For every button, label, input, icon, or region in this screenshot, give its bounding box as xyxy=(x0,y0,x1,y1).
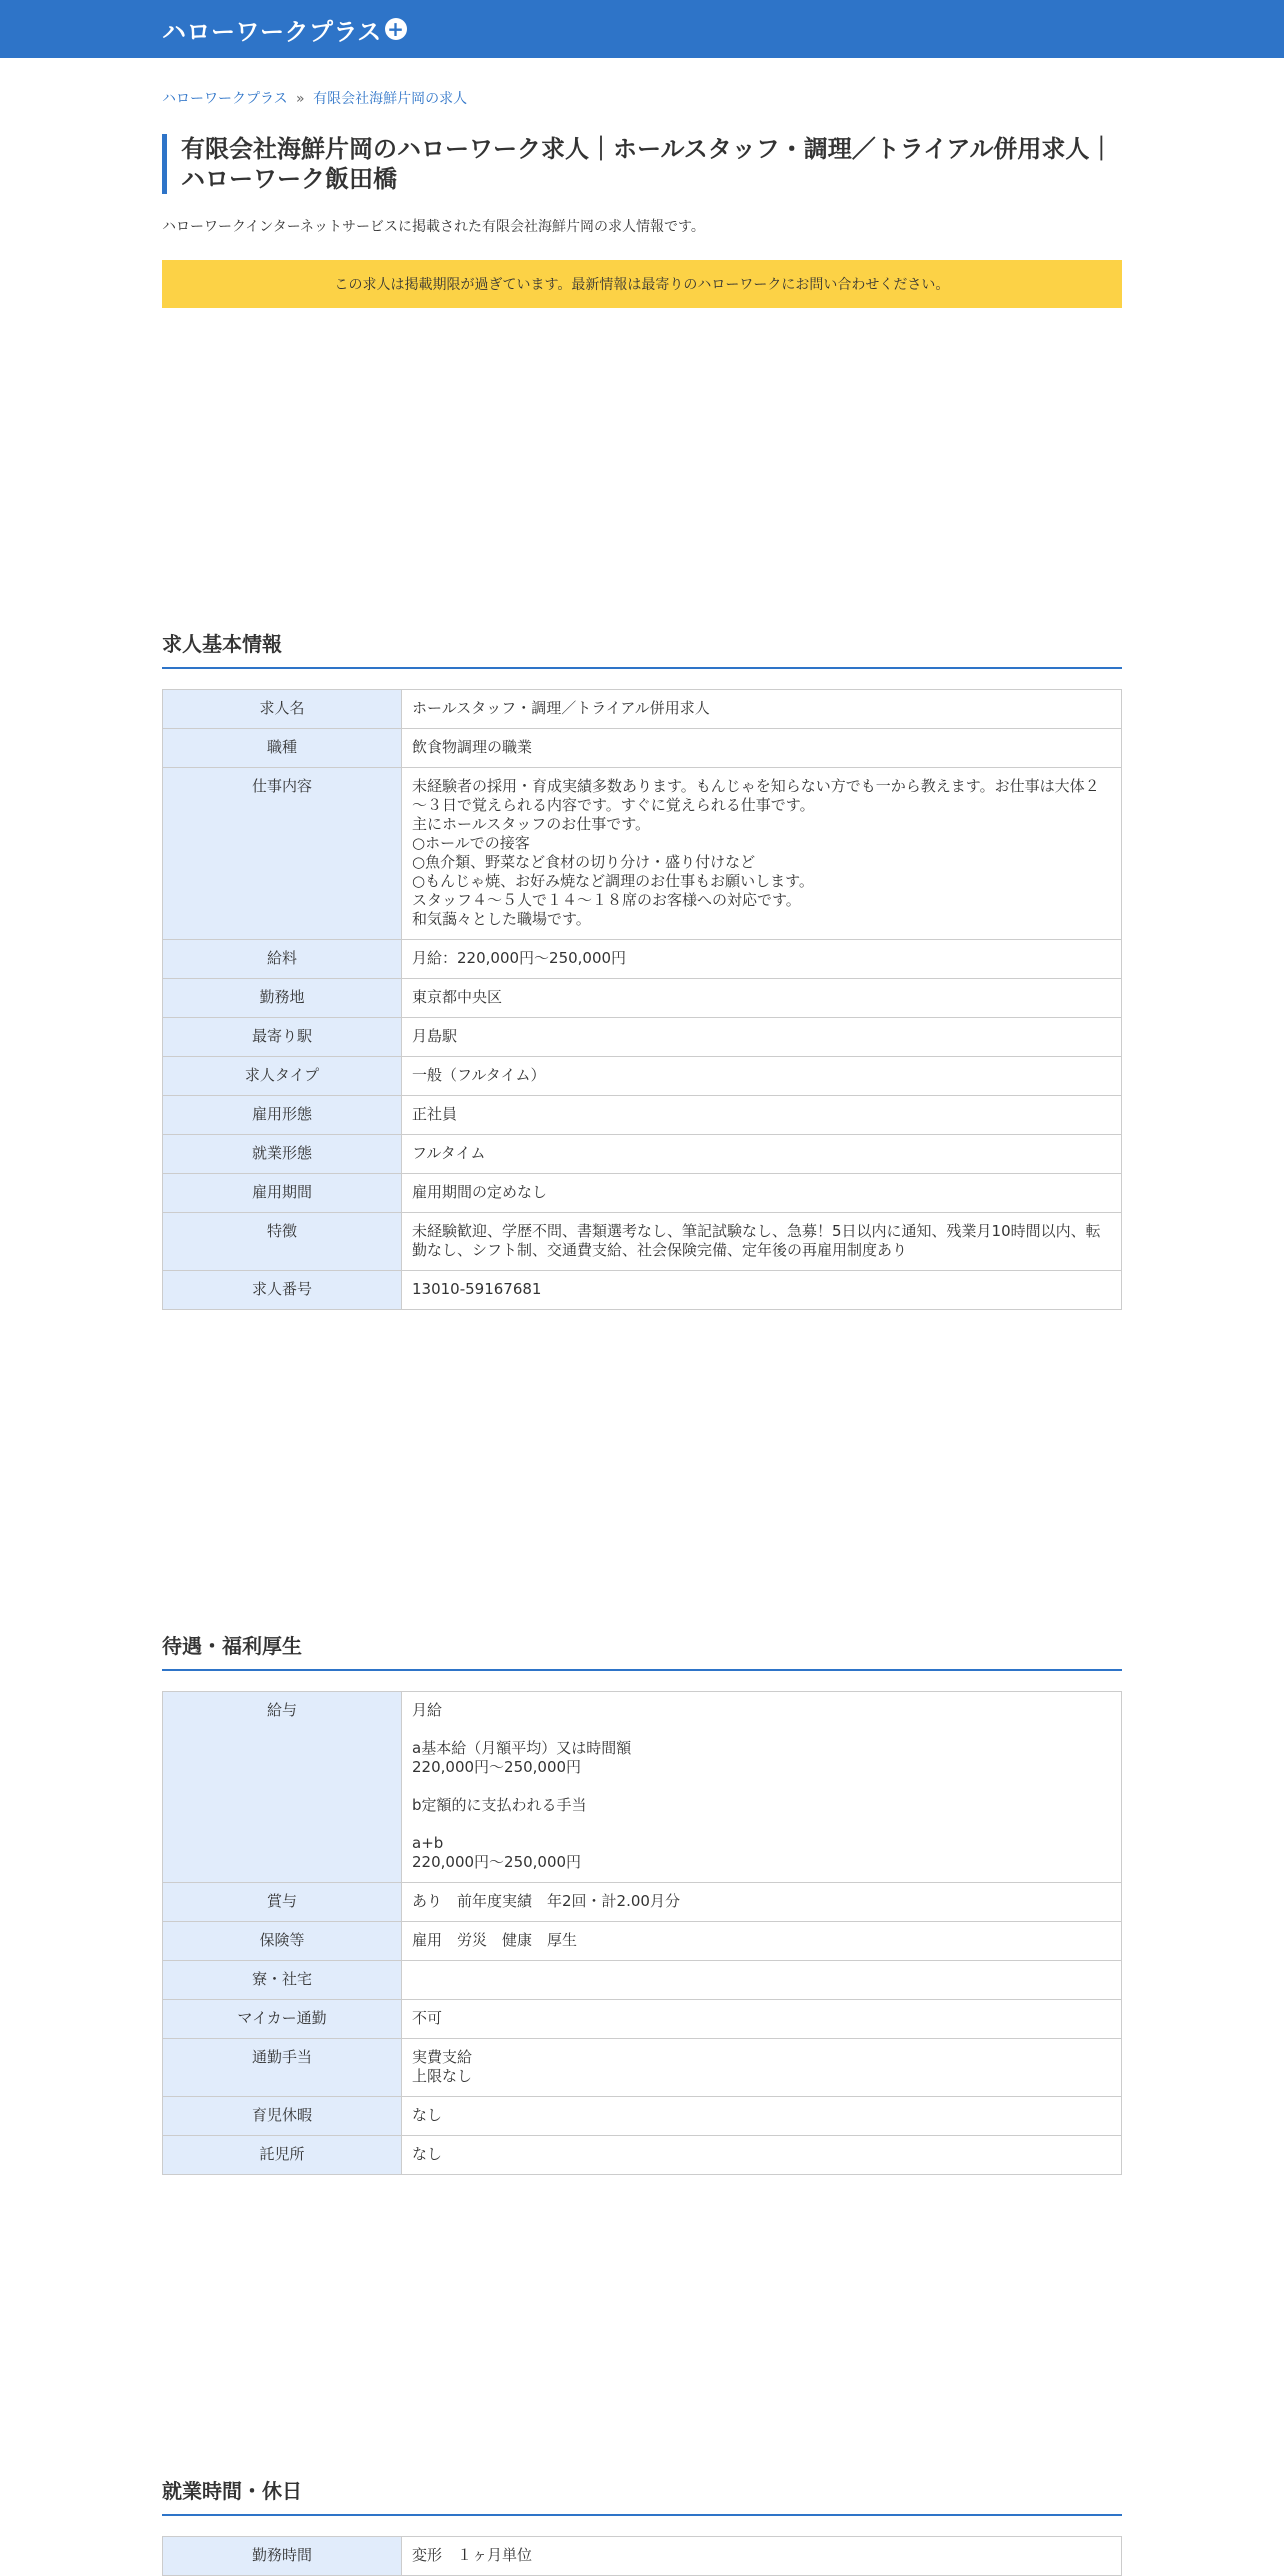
row-label: 託児所 xyxy=(163,2136,402,2175)
row-label: 職種 xyxy=(163,729,402,768)
site-logo[interactable] xyxy=(162,12,407,47)
table-row xyxy=(163,1057,1122,1096)
row-label: 給与 xyxy=(163,1692,402,1883)
table-row xyxy=(163,768,1122,940)
breadcrumb xyxy=(162,88,1122,108)
row-value xyxy=(402,1961,1122,2000)
row-label: 特徴 xyxy=(163,1213,402,1271)
row-value: 実費支給 上限なし xyxy=(402,2039,1122,2097)
row-label: 保険等 xyxy=(163,1922,402,1961)
row-label: 賞与 xyxy=(163,1883,402,1922)
ad-space xyxy=(162,1310,1122,1630)
table-row xyxy=(163,2097,1122,2136)
row-value: 東京都中央区 xyxy=(402,979,1122,1018)
expired-notice xyxy=(162,260,1122,308)
table-row xyxy=(163,940,1122,979)
site-header xyxy=(0,0,1284,58)
row-value: 一般（フルタイム） xyxy=(402,1057,1122,1096)
row-label: 求人名 xyxy=(163,690,402,729)
page-lead: ハローワークインターネットサービスに掲載された有限会社海鮮片岡の求人情報です。 xyxy=(162,219,705,235)
table-row xyxy=(163,1692,1122,1883)
row-value: 未経験者の採用・育成実績多数あります。もんじゃを知らない方でも一から教えます。お仕事は大体２～３日で覚えられる内容です。すぐに覚えられる仕事です。 主にホールスタッフのお仕事です。 ○ホールでの接客 ○魚介類、野菜など食材の切り分け・盛り付けなど ○もんじゃ焼、お好み焼など調理のお仕事もお願いします。 スタッフ４～５人で１４～１８席のお客様への対応です。 和気藹々とした職場です。 xyxy=(402,768,1122,940)
row-label: 就業形態 xyxy=(163,1135,402,1174)
row-label: 仕事内容 xyxy=(163,768,402,940)
table-row xyxy=(163,1922,1122,1961)
row-label: 雇用形態 xyxy=(163,1096,402,1135)
welfare-info-table xyxy=(162,1691,1122,2175)
row-label: 勤務時間 xyxy=(163,2537,402,2576)
row-value: なし xyxy=(402,2136,1122,2175)
ad-space xyxy=(162,2175,1122,2475)
row-value: 正社員 xyxy=(402,1096,1122,1135)
row-label: 求人タイプ xyxy=(163,1057,402,1096)
row-label: 雇用期間 xyxy=(163,1174,402,1213)
section-heading-basic: 求人基本情報 xyxy=(162,628,1122,669)
row-label: 寮・社宅 xyxy=(163,1961,402,2000)
hours-info-table xyxy=(162,2536,1122,2576)
breadcrumb-home-link[interactable]: ハローワークプラス xyxy=(162,91,288,107)
row-label: 育児休暇 xyxy=(163,2097,402,2136)
basic-info-table xyxy=(162,689,1122,1310)
row-value: 変形 １ヶ月単位 xyxy=(402,2537,1122,2576)
table-row xyxy=(163,1018,1122,1057)
table-row xyxy=(163,729,1122,768)
breadcrumb-separator: » xyxy=(296,91,305,107)
page-title: 有限会社海鮮片岡のハローワーク求人｜ホールスタッフ・調理／トライアル併用求人｜ハローワーク飯田橋 xyxy=(162,134,1122,194)
main-content xyxy=(162,88,1122,2576)
table-row xyxy=(163,1271,1122,1310)
table-row xyxy=(163,1096,1122,1135)
row-value: 雇用期間の定めなし xyxy=(402,1174,1122,1213)
expired-notice-text: この求人は掲載期限が過ぎています。最新情報は最寄りのハローワークにお問い合わせください。 xyxy=(334,277,950,293)
row-label: マイカー通勤 xyxy=(163,2000,402,2039)
table-row xyxy=(163,690,1122,729)
table-row xyxy=(163,2136,1122,2175)
table-row xyxy=(163,2000,1122,2039)
section-heading-hours: 就業時間・休日 xyxy=(162,2475,1122,2516)
row-value: 13010-59167681 xyxy=(402,1271,1122,1310)
row-value: 月給 a基本給（月額平均）又は時間額 220,000円～250,000円 b定額的に支払われる手当 a+b 220,000円～250,000円 xyxy=(402,1692,1122,1883)
row-value: なし xyxy=(402,2097,1122,2136)
row-value: 月給：220,000円～250,000円 xyxy=(402,940,1122,979)
table-row xyxy=(163,1213,1122,1271)
row-value: フルタイム xyxy=(402,1135,1122,1174)
row-label: 最寄り駅 xyxy=(163,1018,402,1057)
row-label: 求人番号 xyxy=(163,1271,402,1310)
row-label: 通勤手当 xyxy=(163,2039,402,2097)
row-value: 月島駅 xyxy=(402,1018,1122,1057)
row-label: 給料 xyxy=(163,940,402,979)
ad-space xyxy=(162,308,1122,628)
row-value: 雇用 労災 健康 厚生 xyxy=(402,1922,1122,1961)
row-value: 飲食物調理の職業 xyxy=(402,729,1122,768)
table-row xyxy=(163,1883,1122,1922)
row-label: 勤務地 xyxy=(163,979,402,1018)
plus-circle-icon: + xyxy=(385,18,407,40)
table-row xyxy=(163,1174,1122,1213)
section-heading-welfare: 待遇・福利厚生 xyxy=(162,1630,1122,1671)
breadcrumb-current-link[interactable]: 有限会社海鮮片岡の求人 xyxy=(313,91,468,107)
logo-text: ハローワークプラス xyxy=(162,17,382,46)
table-row xyxy=(163,2039,1122,2097)
row-value: 未経験歓迎、学歴不問、書類選考なし、筆記試験なし、急募！5日以内に通知、残業月10時間以内、転勤なし、シフト制、交通費支給、社会保険完備、定年後の再雇用制度あり xyxy=(402,1213,1122,1271)
row-value: あり 前年度実績 年2回・計2.00月分 xyxy=(402,1883,1122,1922)
row-value: ホールスタッフ・調理／トライアル併用求人 xyxy=(402,690,1122,729)
table-row xyxy=(163,2537,1122,2576)
table-row xyxy=(163,1135,1122,1174)
table-row xyxy=(163,979,1122,1018)
table-row xyxy=(163,1961,1122,2000)
row-value: 不可 xyxy=(402,2000,1122,2039)
